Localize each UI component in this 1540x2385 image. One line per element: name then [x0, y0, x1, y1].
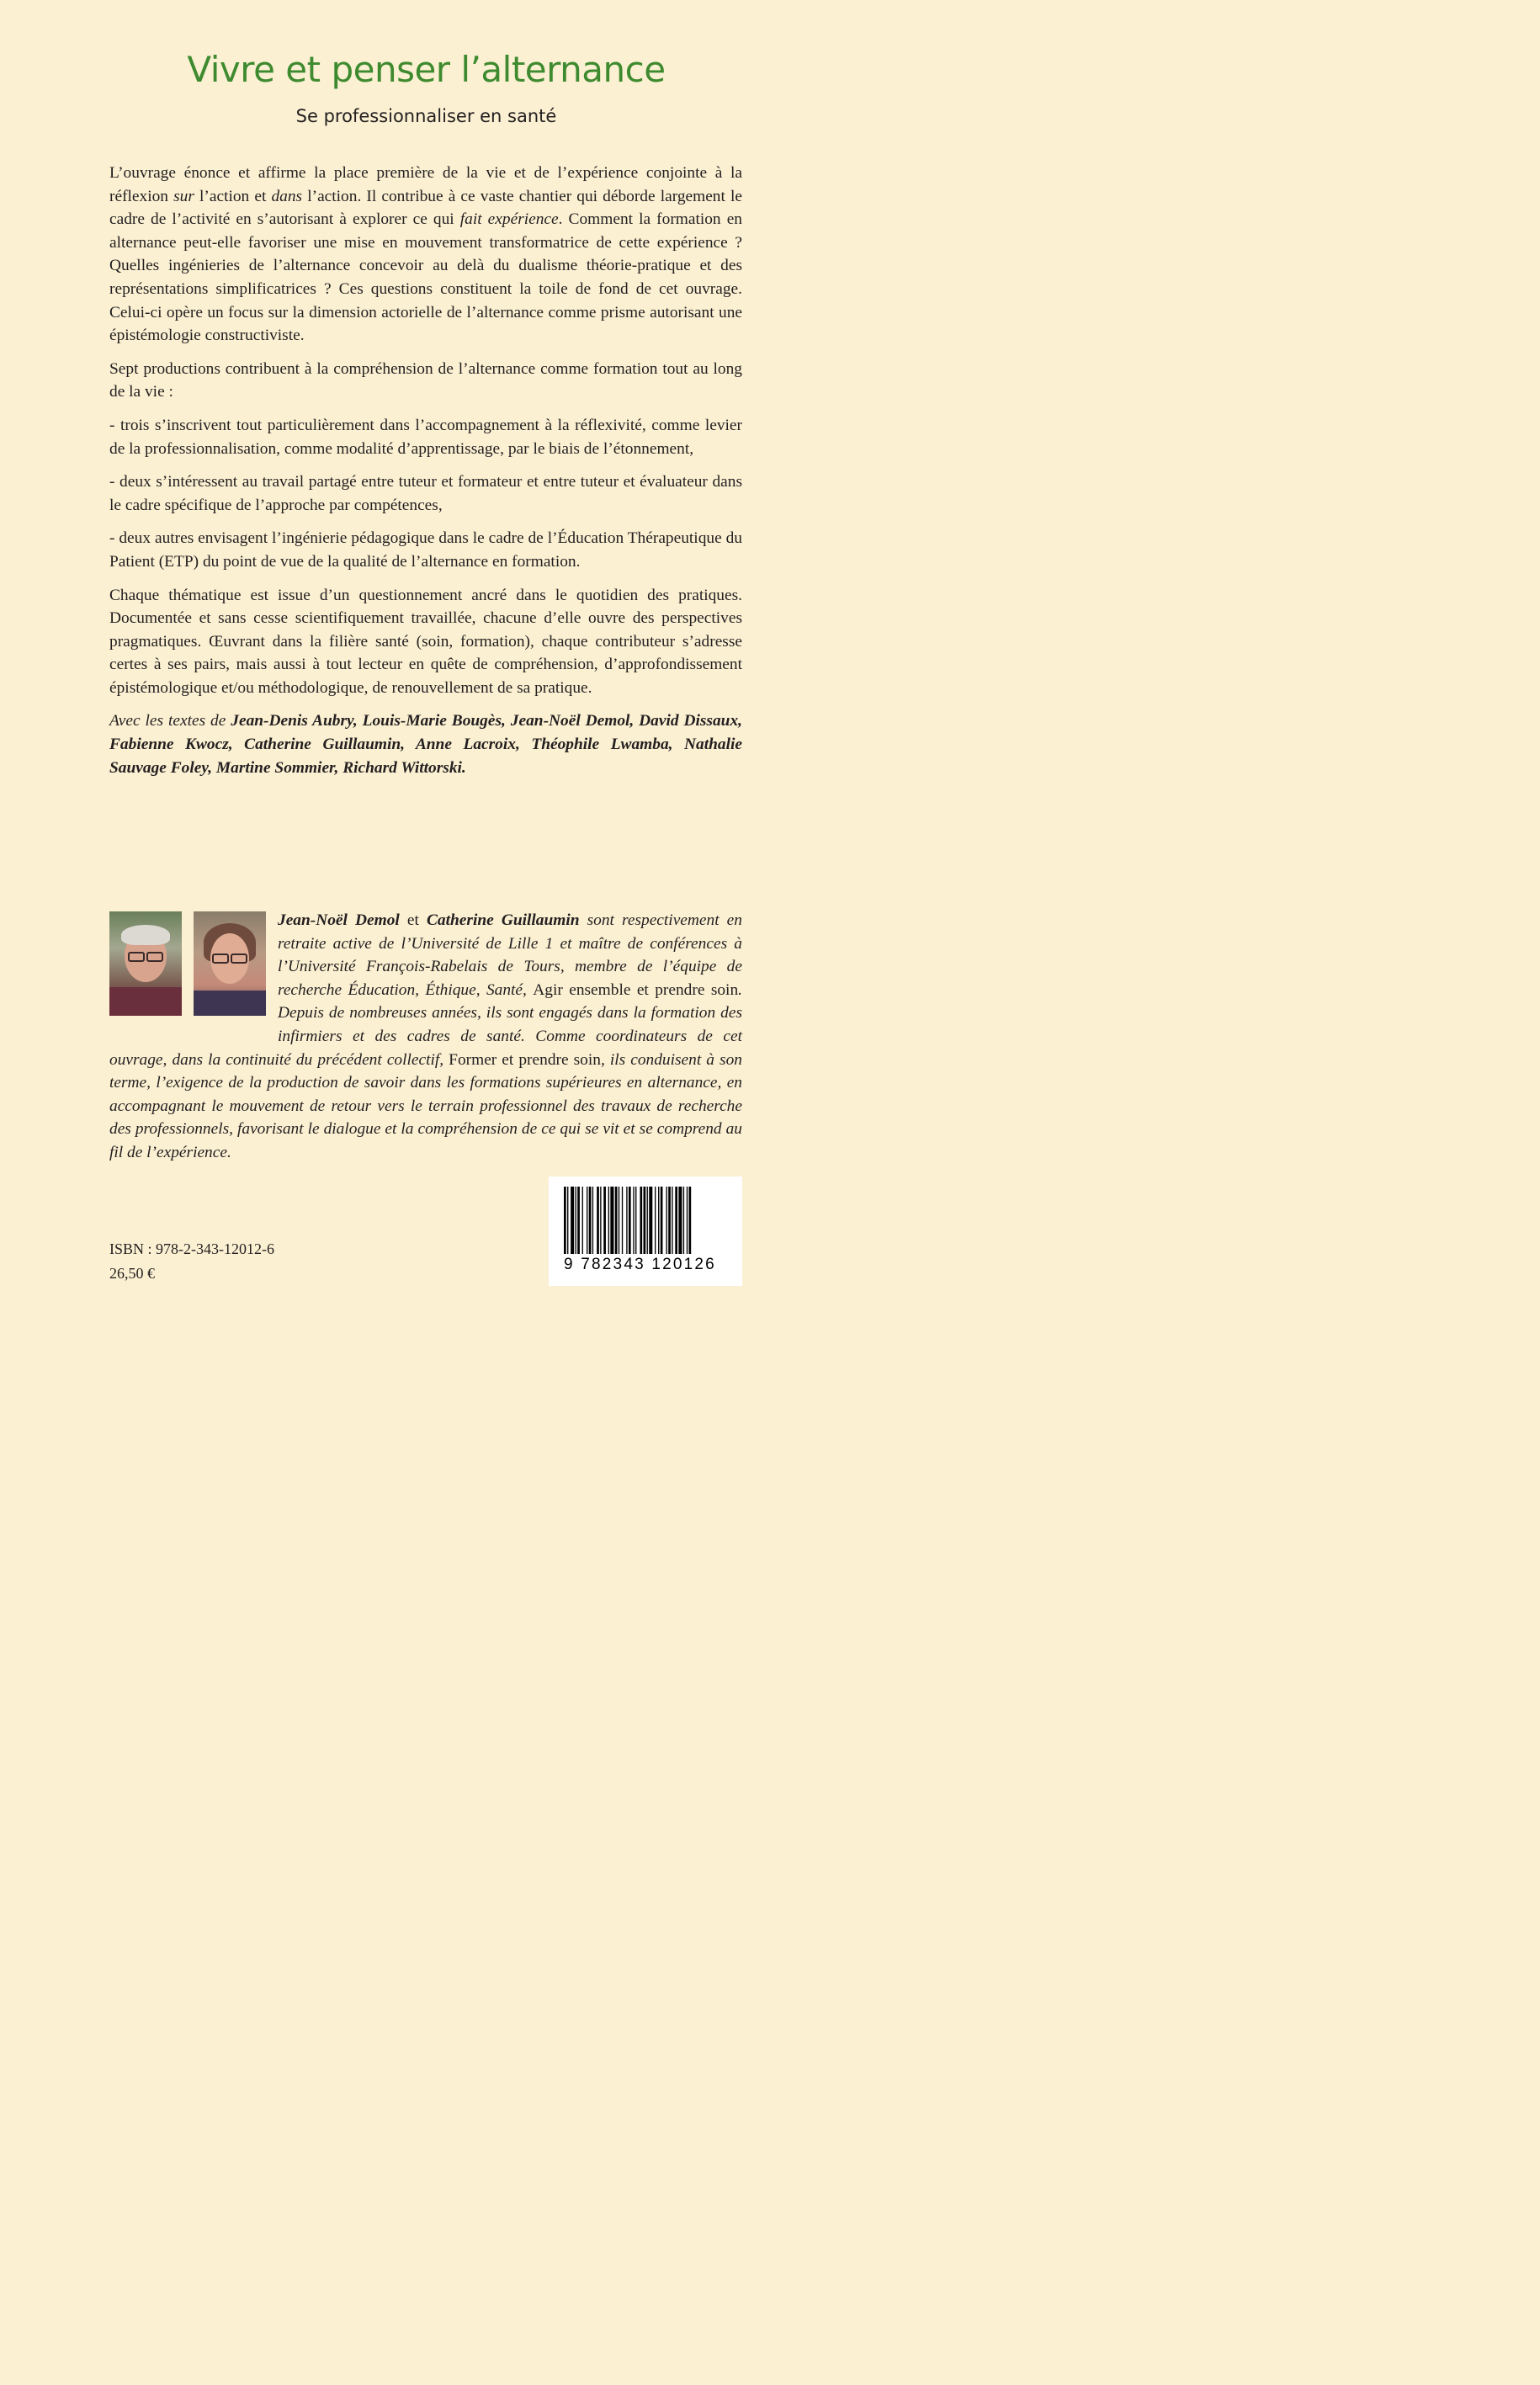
barcode-bar: [629, 1187, 631, 1254]
barcode-bar: [603, 1187, 606, 1254]
paragraph-intro: L’ouvrage énonce et affirme la place première de la vie et de l’expérience conjointe à la réflexion sur l’action et dans l’action. Il contribue à ce vaste chantier qui déborde largement le cadre de l’activité en s’autorisant à explorer ce qui fait expérience. Comment la formation en alternance peut-elle favoriser une mise en mouvement transformatrice de cette expérience ? Quelles ingénieries de l’alternance concevoir au delà du dualisme théorie-pratique et des représentations simplificatrices ? Ces questions constituent la toile de fond de cet ouvrage. Celui-ci opère un focus sur la dimension actorielle de l’alternance comme prisme autorisant une épistémologie constructiviste.: [109, 164, 742, 345]
paragraph-thematique: Chaque thématique est issue d’un questionnement ancré dans le quotidien des pratiques. Documentée et sans cesse scientifiquement travaillée, chacune d’elle ouvre des perspectives pragmatiques. Œuvrant dans la filière santé (soin, formation), chaque contributeur s’adresse certes à ses pairs, mais aussi à tout lecteur en quête de compréhension, d’approfondissement épistémologique et/ou méthodologique, de renouvellement de sa pratique.: [109, 586, 742, 697]
author-photo-demol: [109, 911, 182, 1016]
barcode-bar: [608, 1187, 609, 1254]
barcode-bar: [689, 1187, 692, 1254]
barcode-number: 9 782343 120126: [564, 1256, 716, 1273]
book-reference: Agir ensemble et prendre soin: [533, 980, 739, 999]
isbn: ISBN : 978-2-343-12012-6: [109, 1240, 274, 1257]
book-title: Vivre et penser l’alternance: [187, 49, 666, 90]
barcode-bar: [626, 1187, 627, 1254]
author-photos: [109, 909, 274, 1027]
barcode-bar: [597, 1187, 599, 1254]
barcode-bar: [649, 1187, 652, 1254]
barcode-bar: [678, 1187, 682, 1254]
barcode-bar: [666, 1187, 667, 1254]
author-photo-guillaumin: [194, 911, 266, 1016]
editor-name: Catherine Guillaumin: [427, 911, 580, 929]
contributors: Avec les textes de Jean-Denis Aubry, Louis-Marie Bougès, Jean-Noël Demol, David Dissaux, Fabienne Kwocz, Catherine Guillaumin, Anne Lacroix, Théophile Lwamba, Nathalie Sauvage Foley, Martine Sommier, Richard Wittorski.: [109, 712, 742, 777]
list-item: - deux s’intéressent au travail partagé entre tuteur et formateur et entre tuteur et évaluateur dans le cadre spécifique de l’approche par compétences,: [109, 473, 742, 514]
book-subtitle: Se professionnaliser en santé: [295, 106, 557, 126]
barcode-bar: [640, 1187, 642, 1254]
editors-bio: Jean-Noël Demol et Catherine Guillaumin sont respectivement en retraite active de l’Université de Lille 1 et maître de conférences à l’Université François-Rabelais de Tours, membre de l’équipe de recherche Éducation, Éthique, Santé, Agir ensemble et prendre soin. Depuis de nombreuses années, ils sont engagés dans la formation des infirmiers et des cadres de santé. Comme coordinateurs de cet ouvrage, dans la continuité du précédent collectif, Former et prendre soin, ils conduisent à son terme, l’exigence de la production de savoir dans les formations supérieures en alternance, en accompagnant le mouvement de retour vers le terrain professionnel des travaux de recherche des professionnels, favorisant le dialogue et la compréhension de ce qui se vit et se comprend au fil de l’expérience.: [109, 909, 742, 1165]
book-reference: Former et prendre soin: [449, 1050, 601, 1069]
barcode-bar: [592, 1187, 593, 1254]
barcode-bar: [635, 1187, 636, 1254]
barcode: [549, 1177, 742, 1286]
barcode-bar: [615, 1187, 618, 1254]
barcode-bar: [633, 1187, 634, 1254]
barcode-bar: [687, 1187, 688, 1254]
barcode-bar: [622, 1187, 623, 1254]
barcode-bar: [567, 1187, 568, 1254]
barcode-bar: [577, 1187, 580, 1254]
barcode-bar: [661, 1187, 663, 1254]
list-item: - deux autres envisagent l’ingénierie pédagogique dans le cadre de l’Éducation Thérapeutique du Patient (ETP) du point de vue de la qualité de l’alternance en formation.: [109, 529, 742, 571]
barcode-bar: [668, 1187, 671, 1254]
barcode-bar: [675, 1187, 677, 1254]
back-cover-text: [109, 162, 742, 789]
barcode-bar: [564, 1187, 566, 1254]
barcode-bar: [582, 1187, 583, 1254]
barcode-bar: [571, 1187, 574, 1254]
price: 26,50 €: [109, 1265, 155, 1282]
barcode-bar: [644, 1187, 646, 1254]
editor-name: Jean-Noël Demol: [278, 911, 400, 929]
paragraph-productions: Sept productions contribuent à la compréhension de l’alternance comme formation tout au long de la vie :: [109, 359, 742, 401]
barcode-bar: [589, 1187, 592, 1254]
barcode-bar: [683, 1187, 684, 1254]
barcode-bars: [564, 1187, 727, 1254]
list-item: - trois s’inscrivent tout particulièrement dans l’accompagnement à la réflexivité, comme levier de la professionnalisation, comme modalité d’apprentissage, par le biais de l’étonnement,: [109, 416, 742, 458]
barcode-bar: [655, 1187, 656, 1254]
barcode-bar: [647, 1187, 648, 1254]
barcode-bar: [610, 1187, 613, 1254]
barcode-bar: [600, 1187, 601, 1254]
barcode-bar: [658, 1187, 659, 1254]
